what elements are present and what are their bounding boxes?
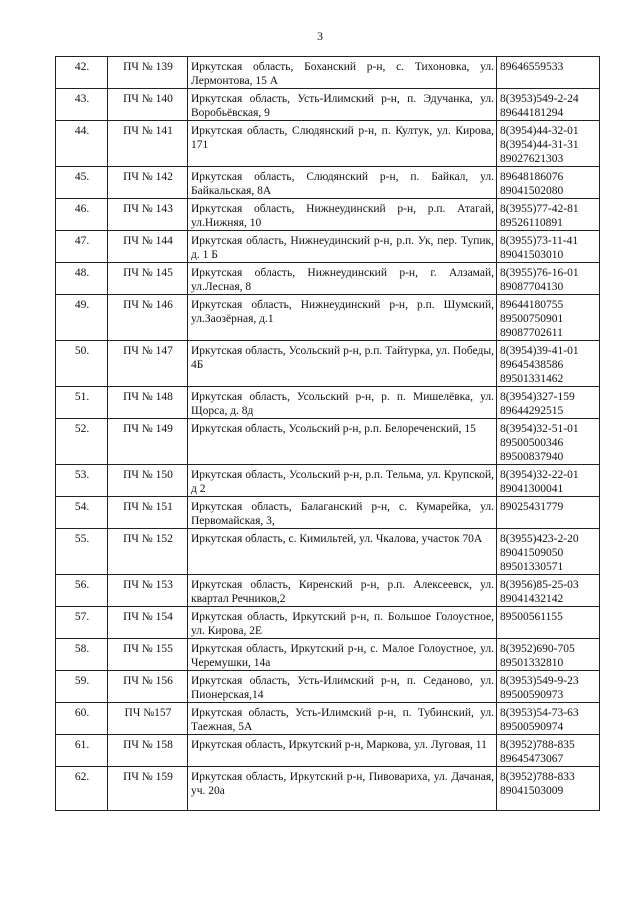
table-row (56, 465, 600, 497)
station-phones (497, 295, 600, 341)
station-name: ПЧ № 140 (108, 89, 188, 121)
row-number: 43. (56, 89, 108, 121)
station-address: Иркутская область, Балаганский р-н, с. Кумарейка, ул. Первомайская, 3, (188, 497, 497, 529)
station-address: Иркутская область, Иркутский р-н, Маркова, ул. Луговая, 11 (188, 735, 497, 767)
phone-number: 89648186076 (500, 171, 564, 183)
phone-number: 89500500346 (500, 437, 564, 449)
phone-number: 89041503009 (500, 785, 564, 797)
station-name: ПЧ № 141 (108, 121, 188, 167)
phone-number: 89500561155 (500, 611, 563, 623)
station-phones (497, 263, 600, 295)
station-address: Иркутская область, Нижнеудинский р-н, г. Алзамай, ул.Лесная, 8 (188, 263, 497, 295)
phone-number: 89644292515 (500, 405, 564, 417)
station-phones (497, 703, 600, 735)
phone-number: 89526110891 (500, 217, 563, 229)
station-name: ПЧ № 155 (108, 639, 188, 671)
phone-number: 89501330571 (500, 561, 564, 573)
station-phones (497, 121, 600, 167)
phone-number: 8(3954)32-22-01 (500, 469, 579, 481)
station-address: Иркутская область, Усольский р-н, р.п. Тайтурка, ул. Победы, 4Б (188, 341, 497, 387)
station-address: Иркутская область, Слюдянский р-н, п. Байкал, ул. Байкальская, 8А (188, 167, 497, 199)
phone-number: 89644181294 (500, 107, 564, 119)
table-row (56, 529, 600, 575)
station-address: Иркутская область, Усть-Илимский р-н, п. Седаново, ул. Пионерская,14 (188, 671, 497, 703)
phone-number: 89041509050 (500, 547, 564, 559)
station-address: Иркутская область, Иркутский р-н, с. Малое Голоустное, ул. Черемушки, 14а (188, 639, 497, 671)
phone-number: 89646559533 (500, 61, 564, 73)
phone-number: 89645473067 (500, 753, 564, 765)
station-phones (497, 671, 600, 703)
station-phones (497, 341, 600, 387)
station-address: Иркутская область, Усольский р-н, р.п. Тельма, ул. Крупской, д 2 (188, 465, 497, 497)
station-address: Иркутская область, с. Кимильтей, ул. Чкалова, участок 70А (188, 529, 497, 575)
table-body (56, 57, 600, 811)
station-address: Иркутская область, Нижнеудинский р-н, р.п. Ук, пер. Тупик, д. 1 Б (188, 231, 497, 263)
row-number: 56. (56, 575, 108, 607)
row-number: 53. (56, 465, 108, 497)
station-phones (497, 167, 600, 199)
phone-number: 89025431779 (500, 501, 564, 513)
station-phones (497, 57, 600, 89)
station-phones (497, 767, 600, 811)
phone-number: 8(3954)39-41-01 (500, 345, 579, 357)
station-name: ПЧ № 145 (108, 263, 188, 295)
station-phones (497, 735, 600, 767)
table-row (56, 387, 600, 419)
row-number: 51. (56, 387, 108, 419)
station-name: ПЧ № 146 (108, 295, 188, 341)
station-phones (497, 497, 600, 529)
station-name: ПЧ № 149 (108, 419, 188, 465)
station-name: ПЧ № 144 (108, 231, 188, 263)
station-phones (497, 419, 600, 465)
phone-number: 8(3954)32-51-01 (500, 423, 579, 435)
table-row (56, 671, 600, 703)
table-row (56, 575, 600, 607)
phone-number: 89645438586 (500, 359, 564, 371)
table-row (56, 263, 600, 295)
row-number: 44. (56, 121, 108, 167)
station-name: ПЧ № 148 (108, 387, 188, 419)
phone-number: 89087704130 (500, 281, 564, 293)
station-name: ПЧ № 153 (108, 575, 188, 607)
phone-number: 8(3953)549-9-23 (500, 675, 579, 687)
phone-number: 8(3956)85-25-03 (500, 579, 579, 591)
phone-number: 89500837940 (500, 451, 564, 463)
phone-number: 8(3953)549-2-24 (500, 93, 579, 105)
station-address: Иркутская область, Усть-Илимский р-н, п. Тубинский, ул. Таежная, 5А (188, 703, 497, 735)
phone-number: 8(3955)73-11-41 (500, 235, 579, 247)
row-number: 55. (56, 529, 108, 575)
station-address: Иркутская область, Нижнеудинский р-н, р.п. Шумский, ул.Заозёрная, д.1 (188, 295, 497, 341)
table-row (56, 295, 600, 341)
station-phones (497, 529, 600, 575)
table-row (56, 341, 600, 387)
table-row (56, 167, 600, 199)
table-row (56, 231, 600, 263)
station-name: ПЧ № 143 (108, 199, 188, 231)
station-address: Иркутская область, Киренский р-н, р.п. Алексеевск, ул. квартал Речников,2 (188, 575, 497, 607)
table-row (56, 57, 600, 89)
row-number: 62. (56, 767, 108, 811)
phone-number: 8(3955)77-42-81 (500, 203, 579, 215)
phone-number: 8(3952)690-705 (500, 643, 575, 655)
phone-number: 89501332810 (500, 657, 564, 669)
station-phones (497, 387, 600, 419)
row-number: 42. (56, 57, 108, 89)
table-row (56, 89, 600, 121)
station-phones (497, 465, 600, 497)
phone-number: 89027621303 (500, 153, 564, 165)
table-row (56, 121, 600, 167)
station-phones (497, 231, 600, 263)
page-number: 3 (317, 29, 323, 43)
station-name: ПЧ № 151 (108, 497, 188, 529)
station-phones (497, 639, 600, 671)
table-row (56, 767, 600, 811)
station-address: Иркутская область, Иркутский р-н, Пивовариха, ул. Дачаная, уч. 20а (188, 767, 497, 811)
phone-number: 89041502080 (500, 185, 564, 197)
table-row (56, 607, 600, 639)
phone-number: 8(3955)423-2-20 (500, 533, 579, 545)
row-number: 48. (56, 263, 108, 295)
phone-number: 89041503010 (500, 249, 564, 261)
table-row (56, 419, 600, 465)
phone-number: 89500750901 (500, 313, 564, 325)
phone-number: 8(3955)76-16-01 (500, 267, 579, 279)
row-number: 59. (56, 671, 108, 703)
phone-number: 8(3953)54-73-63 (500, 707, 579, 719)
phone-number: 89501331462 (500, 373, 564, 385)
phone-number: 89644180755 (500, 299, 564, 311)
row-number: 60. (56, 703, 108, 735)
station-name: ПЧ № 158 (108, 735, 188, 767)
station-address: Иркутская область, Усть-Илимский р-н, п. Эдучанка, ул. Воробьёвская, 9 (188, 89, 497, 121)
phone-number: 89041432142 (500, 593, 564, 605)
phone-number: 89500590974 (500, 721, 564, 733)
station-phones (497, 89, 600, 121)
phone-number: 8(3952)788-835 (500, 739, 575, 751)
station-name: ПЧ №157 (108, 703, 188, 735)
row-number: 61. (56, 735, 108, 767)
station-address: Иркутская область, Слюдянский р-н, п. Култук, ул. Кирова, 171 (188, 121, 497, 167)
row-number: 57. (56, 607, 108, 639)
phone-number: 8(3952)788-833 (500, 771, 575, 783)
station-phones (497, 607, 600, 639)
phone-number: 8(3954)44-32-01 (500, 125, 579, 137)
station-address: Иркутская область, Боханский р-н, с. Тихоновка, ул. Лермонтова, 15 А (188, 57, 497, 89)
station-name: ПЧ № 152 (108, 529, 188, 575)
station-name: ПЧ № 159 (108, 767, 188, 811)
phone-number: 89500590973 (500, 689, 564, 701)
station-phones (497, 575, 600, 607)
row-number: 46. (56, 199, 108, 231)
station-address: Иркутская область, Нижнеудинский р-н, р.п. Атагай, ул.Нижняя, 10 (188, 199, 497, 231)
table-row (56, 639, 600, 671)
row-number: 54. (56, 497, 108, 529)
phone-number: 8(3954)327-159 (500, 391, 575, 403)
row-number: 58. (56, 639, 108, 671)
station-address: Иркутская область, Усольский р-н, р. п. Мишелёвка, ул. Щорса, д. 8д (188, 387, 497, 419)
table-row (56, 497, 600, 529)
row-number: 52. (56, 419, 108, 465)
table-row (56, 703, 600, 735)
station-name: ПЧ № 154 (108, 607, 188, 639)
row-number: 47. (56, 231, 108, 263)
table-row (56, 199, 600, 231)
station-name: ПЧ № 150 (108, 465, 188, 497)
station-name: ПЧ № 139 (108, 57, 188, 89)
station-name: ПЧ № 147 (108, 341, 188, 387)
row-number: 50. (56, 341, 108, 387)
phone-number: 89087702611 (500, 327, 563, 339)
station-name: ПЧ № 156 (108, 671, 188, 703)
row-number: 45. (56, 167, 108, 199)
station-phones (497, 199, 600, 231)
station-address: Иркутская область, Иркутский р-н, п. Большое Голоустное, ул. Кирова, 2Е (188, 607, 497, 639)
phone-number: 8(3954)44-31-31 (500, 139, 579, 151)
table-row (56, 735, 600, 767)
station-address: Иркутская область, Усольский р-н, р.п. Белореченский, 15 (188, 419, 497, 465)
phone-number: 89041300041 (500, 483, 564, 495)
station-name: ПЧ № 142 (108, 167, 188, 199)
row-number: 49. (56, 295, 108, 341)
fire-station-table (55, 56, 600, 811)
